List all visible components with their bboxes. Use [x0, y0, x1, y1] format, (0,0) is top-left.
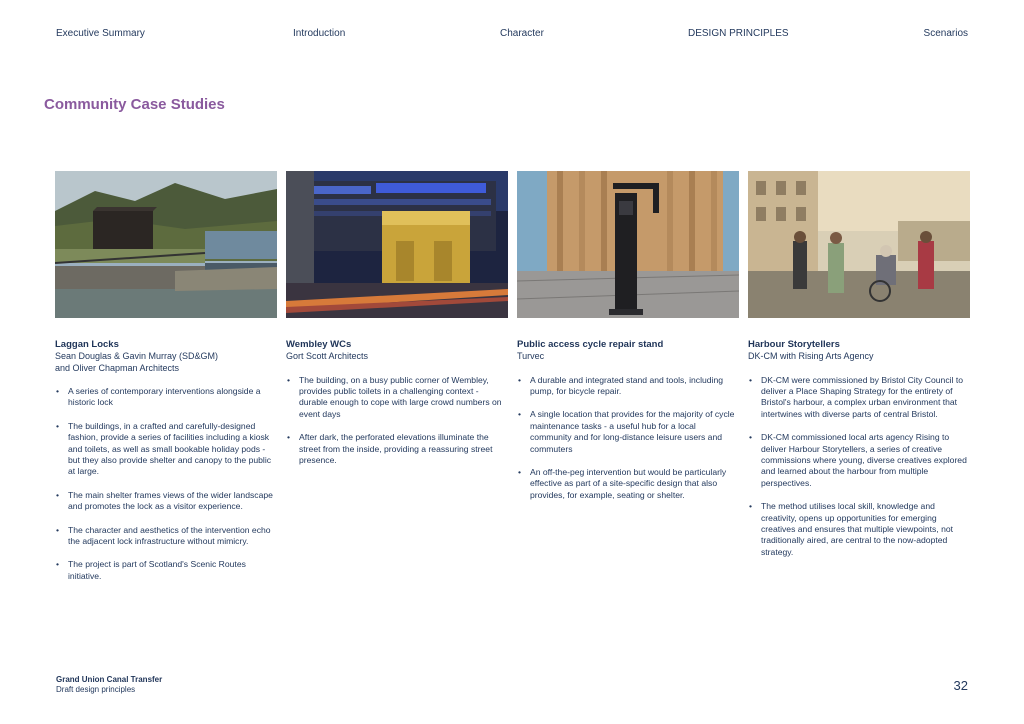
list-item: • A durable and integrated stand and tools, including pump, for bicycle repair.	[517, 375, 739, 398]
nav-item-character[interactable]: Character	[500, 28, 544, 39]
card-subtitle: Gort Scott Architects	[286, 351, 369, 361]
top-navigation	[56, 28, 968, 42]
footer	[56, 675, 162, 695]
nav-item-design-principles[interactable]: DESIGN PRINCIPLES	[688, 28, 789, 39]
list-item: • A single location that provides for the majority of cycle maintenance tasks - a useful hub for a local community and for long-distance leisure users and commuters	[517, 409, 739, 455]
list-item: • A series of contemporary interventions alongside a historic lock	[55, 386, 277, 409]
nav-item-executive-summary[interactable]: Executive Summary	[56, 28, 145, 39]
case-study-card-cycle-repair-stand	[517, 171, 739, 513]
case-study-card-harbour-storytellers	[748, 171, 970, 570]
card-subtitle: Turvec	[517, 351, 545, 361]
list-item: • After dark, the perforated elevations illuminate the street from the inside, providing a reassuring street presence.	[286, 432, 508, 466]
list-item: • An off-the-peg intervention but would be particularly effective as part of a site-specific design that also provides, for example, seating or shelter.	[517, 467, 739, 501]
list-item: • The character and aesthetics of the intervention echo the adjacent lock infrastructure without mimicry.	[55, 525, 277, 548]
list-item: • The main shelter frames views of the wider landscape and promotes the lock as a visitor experience.	[55, 490, 277, 513]
footer-subtitle: Draft design principles	[56, 685, 136, 694]
list-item: • The buildings, in a crafted and carefully-designed fashion, provide a series of facilities including a kiosk and toilets, as well as small bookable holiday pods - but they also provide shelter and canopy to the public at large.	[55, 421, 277, 478]
footer-title: Grand Union Canal Transfer	[56, 675, 163, 684]
card-title: Public access cycle repair stand	[517, 339, 664, 350]
card-title: Wembley WCs	[286, 339, 352, 350]
nav-item-introduction[interactable]: Introduction	[293, 28, 346, 39]
list-item: • The building, on a busy public corner of Wembley, provides public toilets in a challenging context - durable enough to cope with large crowd numbers on event days	[286, 375, 508, 421]
page-number: 32	[953, 678, 968, 693]
cycle-repair-stand-photo	[517, 171, 739, 318]
bullet-list	[55, 386, 277, 582]
card-title: Harbour Storytellers	[748, 339, 840, 350]
nav-item-scenarios[interactable]: Scenarios	[923, 28, 968, 39]
card-subtitle: Sean Douglas & Gavin Murray (SD&GM)	[55, 351, 219, 361]
harbour-storytellers-photo	[748, 171, 970, 318]
bullet-list	[286, 375, 508, 467]
laggan-locks-photo	[55, 171, 277, 318]
wembley-wcs-photo	[286, 171, 508, 318]
list-item: • DK-CM were commissioned by Bristol City Council to deliver a Place Shaping Strategy for the entirety of Bristol's harbour, a complex urban environment that intertwines with diverse parts of central Bristol.	[748, 375, 970, 421]
list-item: • The project is part of Scotland's Scenic Routes initiative.	[55, 559, 277, 582]
bullet-list	[748, 375, 970, 559]
list-item: • DK-CM commissioned local arts agency Rising to deliver Harbour Storytellers, a series of creative commissions where young, diverse creatives explored and learned about the harbour from multiple perspectives.	[748, 432, 970, 489]
card-subtitle: and Oliver Chapman Architects	[55, 362, 180, 373]
case-study-card-wembley-wcs	[286, 171, 508, 478]
bullet-list	[517, 375, 739, 502]
card-subtitle: DK-CM with Rising Arts Agency	[748, 351, 874, 361]
list-item: • The method utilises local skill, knowledge and creativity, opens up opportunities for emerging creatives and ensures that multiple viewpoints, not traditionally aired, are central to the now-adopted strategy.	[748, 501, 970, 558]
card-title: Laggan Locks	[55, 339, 119, 350]
case-study-card-laggan-locks	[55, 171, 277, 594]
page-title: Community Case Studies	[44, 96, 225, 113]
